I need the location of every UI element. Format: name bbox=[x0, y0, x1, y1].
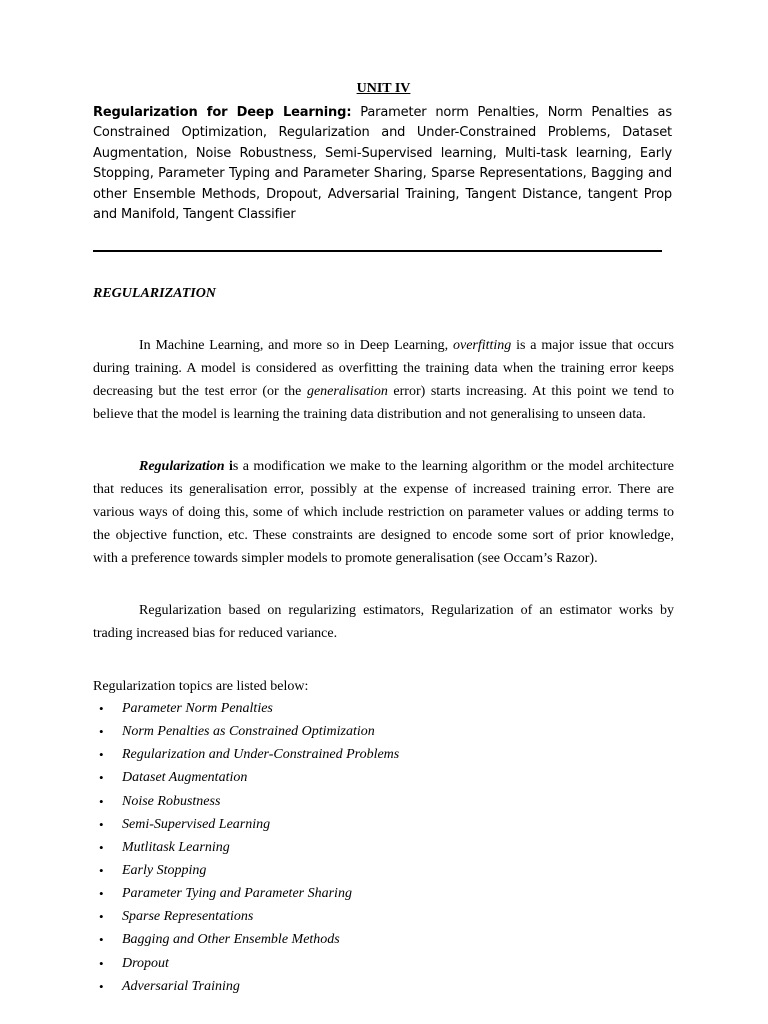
bullet-icon: • bbox=[99, 978, 104, 994]
list-item bbox=[93, 928, 399, 951]
list-item-label: Norm Penalties as Constrained Optimization bbox=[122, 724, 375, 740]
list-item-label: Dataset Augmentation bbox=[122, 770, 248, 786]
list-item bbox=[93, 813, 399, 836]
list-item bbox=[93, 975, 399, 998]
bullet-icon: • bbox=[99, 701, 104, 716]
list-item bbox=[93, 905, 399, 928]
list-item bbox=[93, 697, 399, 720]
list-item-label: Dropout bbox=[122, 955, 169, 971]
list-item bbox=[93, 836, 399, 859]
list-item-label: Noise Robustness bbox=[122, 793, 221, 809]
list-item-label: Mutlitask Learning bbox=[122, 839, 230, 855]
paragraph1-part-a: In Machine Learning, and more so in Deep Learning, bbox=[139, 338, 453, 353]
syllabus-paragraph bbox=[93, 103, 672, 225]
bullet-icon: • bbox=[99, 724, 104, 740]
list-item-label: Bagging and Other Ensemble Methods bbox=[122, 932, 340, 948]
list-item bbox=[93, 766, 399, 789]
bullet-icon: • bbox=[99, 909, 104, 925]
paragraph-overfitting bbox=[93, 334, 674, 426]
list-item bbox=[93, 720, 399, 743]
list-item bbox=[93, 952, 399, 975]
list-item bbox=[93, 859, 399, 882]
bullet-icon: • bbox=[99, 886, 104, 902]
horizontal-rule bbox=[93, 250, 662, 252]
bullet-icon: • bbox=[99, 793, 104, 809]
bullet-icon: • bbox=[99, 816, 104, 832]
list-item-label: Parameter Norm Penalties bbox=[122, 701, 273, 716]
bullet-icon: • bbox=[99, 955, 104, 971]
paragraph-estimators bbox=[93, 599, 674, 645]
list-item-label: Early Stopping bbox=[122, 862, 207, 878]
syllabus-text: Parameter norm Penalties, Norm Penalties as Constrained Optimization, Regularization and Under-Constrained Problems, Dataset Augmentation, Noise Robustness, Semi-Supervised learning, Multi-task learning, Early Stopping, Parameter Typing and Parameter Sharing, Sparse Representations, Bagging and other Ensemble Methods, Dropout, Adversarial Training, Tangent Distance, tangent Prop and Manifold, Tangent Classifier bbox=[93, 105, 672, 223]
bullet-icon: • bbox=[99, 932, 104, 948]
bullet-icon: • bbox=[99, 839, 104, 855]
paragraph2-term: Regularization bbox=[139, 459, 225, 474]
paragraph3-text: Regularization based on regularizing estimators, Regularization of an estimator works by trading increased bias for reduced variance. bbox=[93, 603, 674, 641]
paragraph1-emphasis-generalisation: generalisation bbox=[306, 384, 388, 399]
list-item-label: Regularization and Under-Constrained Problems bbox=[122, 747, 400, 763]
paragraph1-emphasis-overfitting: overfitting bbox=[452, 338, 512, 353]
list-item-label: Parameter Tying and Parameter Sharing bbox=[122, 886, 352, 902]
paragraph-regularization-definition bbox=[93, 455, 674, 570]
list-intro: Regularization topics are listed below: bbox=[93, 679, 309, 694]
paragraph1-part-b: is a major issue that occurs during training. A model is considered as overfitting the training data when the training error keeps decreasing but the test error (or the bbox=[93, 338, 674, 399]
list-item bbox=[93, 743, 399, 766]
topic-list bbox=[93, 697, 399, 998]
section-heading: REGULARIZATION bbox=[93, 286, 216, 301]
paragraph1-part-c: error) starts increasing. At this point we tend to believe that the model is learning the training data distribution and not generalising to unseen data. bbox=[93, 384, 674, 422]
bullet-icon: • bbox=[99, 862, 104, 878]
bullet-icon: • bbox=[99, 747, 104, 763]
bullet-icon: • bbox=[99, 770, 104, 786]
list-item-label: Adversarial Training bbox=[122, 978, 240, 994]
syllabus-lead: Regularization for Deep Learning: bbox=[93, 105, 352, 120]
list-item-label: Sparse Representations bbox=[122, 909, 254, 925]
paragraph2-bold-i: i bbox=[224, 459, 233, 474]
paragraph2-text: s a modification we make to the learning algorithm or the model architecture that reduces its generalisation error, possibly at the expense of increased training error. There are various ways of doing this, some of which include restriction on parameter values or adding terms to the objective function, etc. These constraints are designed to encode some sort of prior knowledge, with a preference towards simpler models to promote generalisation (see Occam’s Razor). bbox=[93, 459, 675, 566]
list-item bbox=[93, 882, 399, 905]
unit-title: UNIT IV bbox=[356, 81, 411, 96]
list-item-label: Semi-Supervised Learning bbox=[122, 816, 271, 832]
list-item bbox=[93, 790, 399, 813]
